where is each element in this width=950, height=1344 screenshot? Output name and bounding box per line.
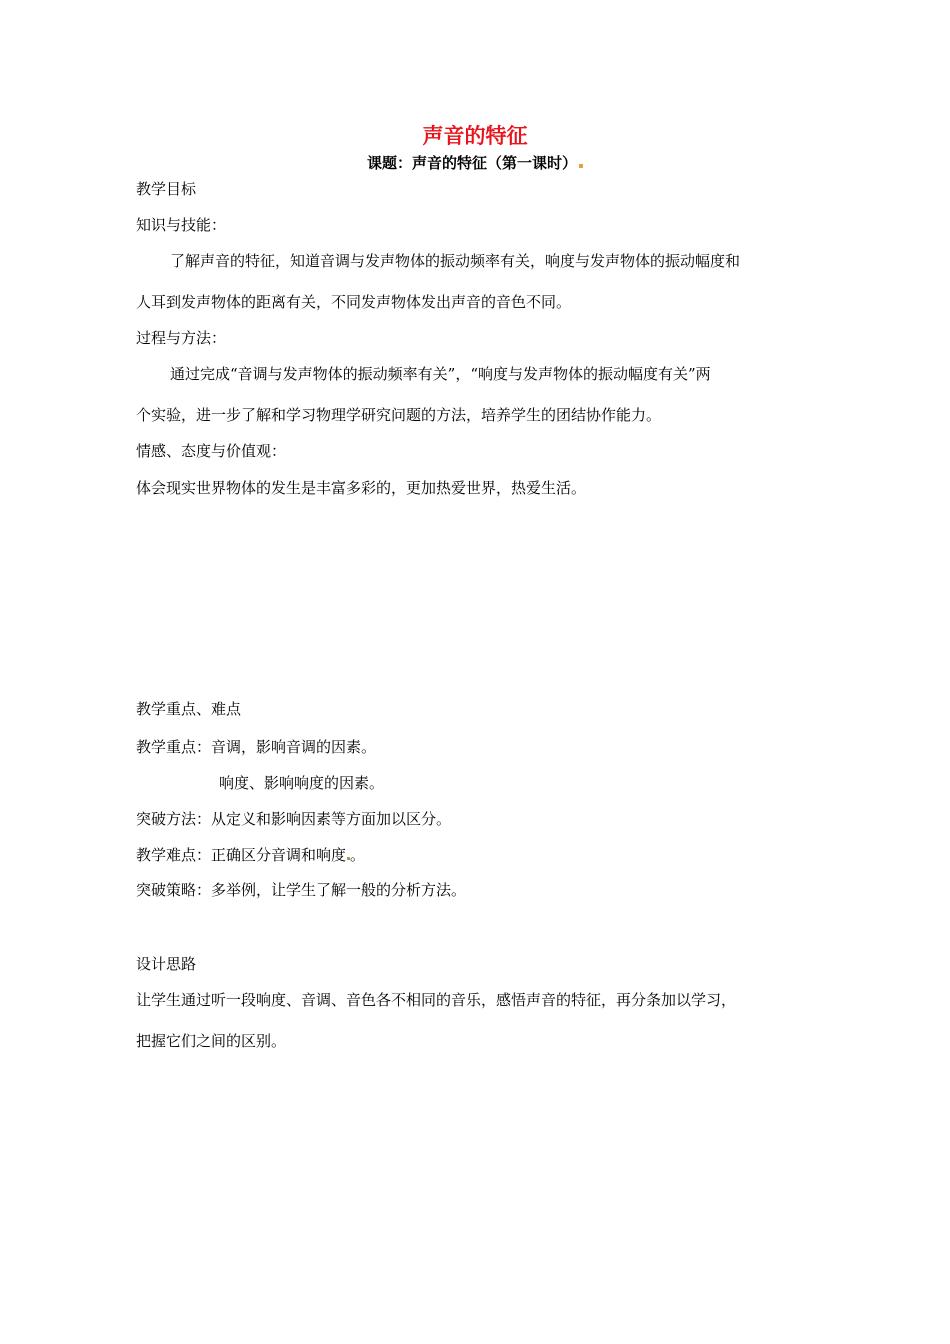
knowledge-paragraph-line2: 人耳到发声物体的距离有关，不同发声物体发出声音的音色不同。 [136,293,572,311]
strategy-label: 突破策略： [136,881,212,899]
difficulty-value: 正确区分音调和响度 [211,846,347,864]
difficulty-label: 教学难点： [136,846,212,864]
emotion-paragraph: 体会现实世界物体的发生是丰富多彩的，更加热爱世界，热爱生活。 [136,479,587,497]
difficulty-row [136,845,365,865]
process-paragraph-line1: 通过完成“音调与发声物体的振动频率有关”，“响度与发声物体的振动幅度有关”两 [170,365,711,383]
key-point-value: 音调，影响音调的因素。 [211,738,377,756]
breakthrough-row [136,809,451,829]
process-paragraph-line2: 个实验，进一步了解和学习物理学研究问题的方法，培养学生的团结协作能力。 [136,406,662,424]
document-subtitle [0,152,950,174]
design-paragraph-line2: 把握它们之间的区别。 [136,1032,287,1050]
design-heading: 设计思路 [136,955,197,973]
emotion-heading: 情感、态度与价值观： [136,442,287,460]
design-paragraph-line1: 让学生通过听一段响度、音调、音色各不相同的音乐，感悟声音的特征，再分条加以学习， [136,991,737,1009]
document-title: 声音的特征 [422,124,528,148]
subtitle-text: 课题：声音的特征（第一课时） [366,154,577,172]
knowledge-paragraph-line1: 了解声音的特征，知道音调与发声物体的振动频率有关，响度与发声物体的振动幅度和 [170,252,741,270]
process-heading: 过程与方法： [136,329,227,347]
key-point-label: 教学重点： [136,738,212,756]
knowledge-heading: 知识与技能： [136,216,227,234]
orange-mark-icon [579,164,583,168]
strategy-value: 多举例，让学生了解一般的分析方法。 [211,881,467,899]
breakthrough-value: 从定义和影响因素等方面加以区分。 [211,810,452,828]
key-point-value-2: 响度、影响响度的因素。 [219,774,385,792]
key-point-row [136,737,376,757]
difficulty-period: 。 [350,846,366,864]
strategy-row [136,880,466,900]
key-points-heading: 教学重点、难点 [136,700,242,718]
breakthrough-label: 突破方法： [136,810,212,828]
objectives-heading: 教学目标 [136,180,197,198]
